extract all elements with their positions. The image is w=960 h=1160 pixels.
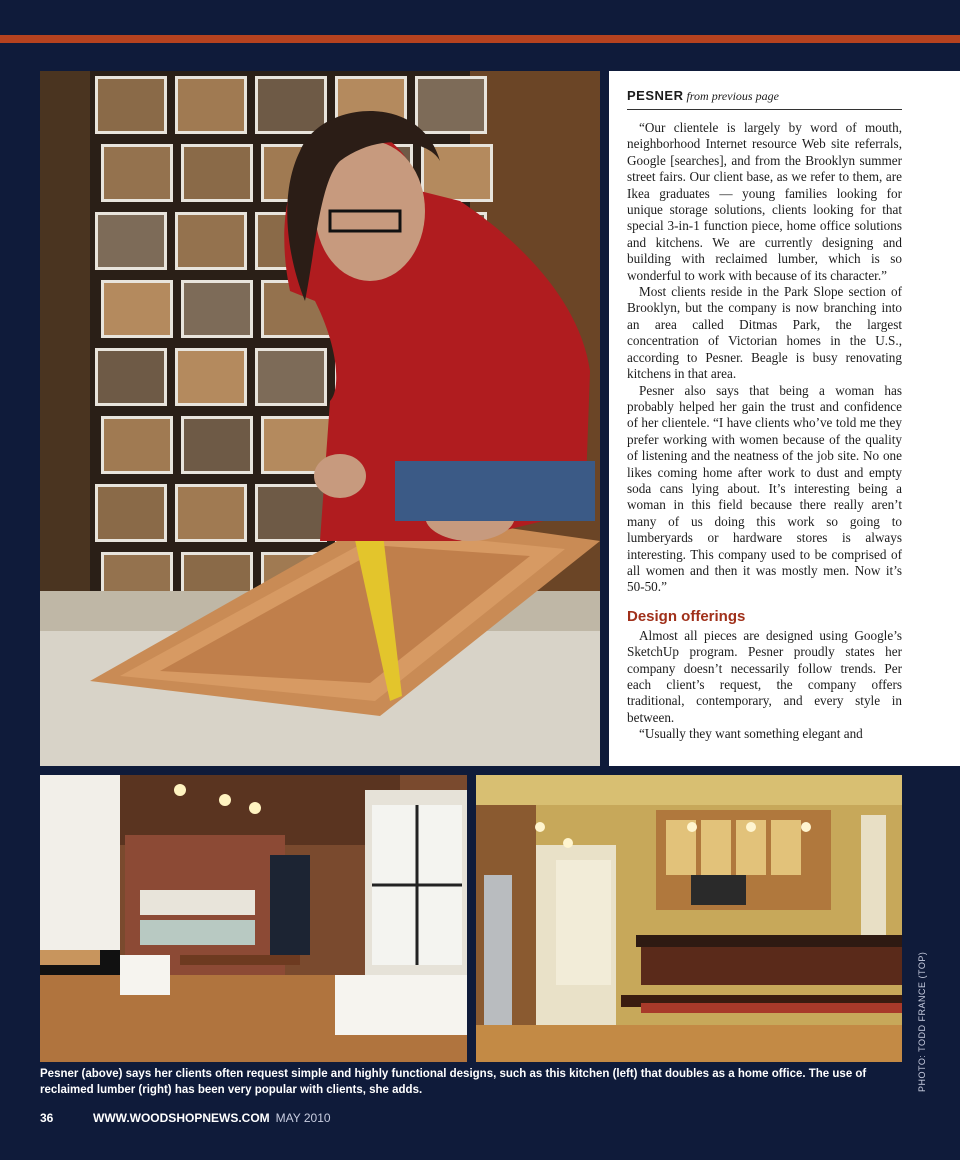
photo-caption: Pesner (above) says her clients often request simple and highly functional designs, such as this kitchen (left) that doubles as a home office. The use of reclaimed lumber (right) has been very popular with clients, she adds. [40, 1068, 867, 1096]
paragraph: “Our clientele is largely by word of mouth, neighborhood Internet resource Web site referrals, Google [searches], and from the Brooklyn summer street fairs. Our client base, as we refer to them, are Ikea graduates — young families looking for unique storage solutions, clients looking for that special 3-in-1 function piece, home office solutions and kitchens. We are currently designing and building with reclaimed lumber, which is so wonderful to work with because of its character.” [627, 120, 902, 283]
paragraph: Pesner also says that being a woman has probably helped her gain the trust and confidence of her clientele. “I have clients who’ve told me they prefer working with women because of the quality of listening and the neatness of the job site. No one likes coming home after work to dust and empty soda cans lying about. It’s interesting being a woman in this field because there really aren’t many of us doing this work so going to lumberyards or hardware stores is always interesting. This company used to be comprised of all women and then it was mostly men. Now it’s 50-50.” [627, 382, 902, 595]
pinned-photo-image [184, 283, 250, 335]
paragraph: “Usually they want something elegant and [639, 726, 863, 742]
pinned-photo-image [258, 351, 324, 403]
issue-date: MAY 2010 [275, 1111, 331, 1125]
pinned-photo-image [424, 147, 490, 199]
reclaimed-lumber-kitchen-photo [476, 775, 902, 1062]
pinned-photo-image [98, 487, 164, 539]
paragraph: Most clients reside in the Park Slope section of Brooklyn, but the company is now branching into an area called Ditmas Park, the largest concentration of Victorian homes in the U.S., according to Pesner. Beagle is busy renovating kitchens in that area. [627, 284, 902, 382]
website-url[interactable]: WWW.WOODSHOPNEWS.COM [93, 1111, 270, 1125]
pinned-photo-image [104, 283, 170, 335]
pinned-photo-image [98, 79, 164, 131]
woodworker-photo [40, 71, 600, 766]
pinned-photo-image [178, 487, 244, 539]
pinned-photo-image [178, 79, 244, 131]
body-text [627, 120, 902, 743]
pinned-photo-image [178, 351, 244, 403]
top-rule [0, 35, 960, 43]
loft-kitchen-photo [40, 775, 467, 1062]
jump-from: from previous page [686, 89, 779, 103]
page-number: 36 [40, 1111, 54, 1125]
victorian-kitchen-photo [476, 775, 902, 1062]
pinned-photo-image [184, 147, 250, 199]
jump-header [627, 87, 902, 110]
pinned-photo-image [104, 419, 170, 471]
pinned-photo-image [104, 147, 170, 199]
paragraph: Almost all pieces are designed using Google’s SketchUp program. Pesner proudly states her company doesn’t necessarily follow trends. Per each client’s request, the company offers traditional, contemporary, and every style in between. [627, 627, 902, 725]
pinned-photo-image [258, 487, 324, 539]
photo-credit: PHOTO: TODD FRANCE (TOP) [917, 951, 927, 1092]
folio [40, 1111, 331, 1125]
article-column [609, 71, 960, 766]
main-photo [40, 71, 600, 766]
pinned-photo-image [258, 79, 324, 131]
pinned-photo-image [98, 215, 164, 267]
subhead: Design offerings [627, 607, 746, 625]
pinned-photo-image [178, 215, 244, 267]
pinned-photo-image [98, 351, 164, 403]
pinned-photo-image [418, 79, 484, 131]
jump-name: PESNER [627, 88, 684, 103]
kitchen-office-photo [40, 775, 467, 1062]
pinned-photo-image [184, 419, 250, 471]
